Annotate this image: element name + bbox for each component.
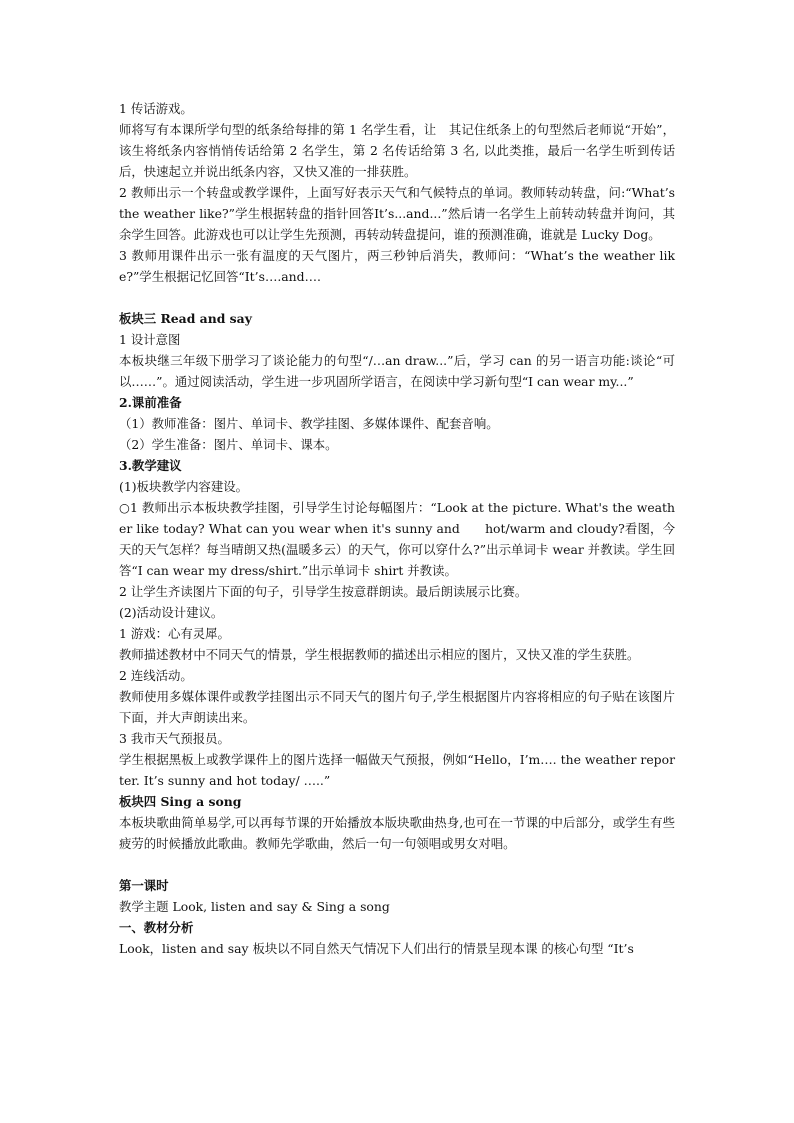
paragraph-activity-design: (2)活动设计建议。	[119, 605, 224, 620]
section-heading-read-and-say: 板块三 Read and say	[119, 311, 252, 326]
paragraph-design-intent: 本板块继三年级下册学习了谈论能力的句型“/…an draw...”后，学习 can 的另一语言功能:谈论“可以……”。通过阅读活动，学生进一步巩固所学语言，在阅读中学习新句型“I can wear my...”	[119, 353, 675, 389]
document-body	[119, 98, 675, 959]
paragraph-student-prep: （2）学生准备：图片、单词卡、课本。	[119, 437, 338, 452]
paragraph-matching-desc: 教师使用多媒体课件或教学挂图出示不同天气的图片句子,学生根据图片内容将相应的句子贴在该图片下面，并大声朗读出来。	[119, 689, 675, 725]
subheading-material-analysis: 一、教材分析	[119, 920, 194, 935]
subheading-preparation: 2.课前准备	[119, 395, 182, 410]
paragraph-read-aloud: 2 让学生齐读图片下面的句子，引导学生按意群朗读。最后朗读展示比赛。	[119, 584, 528, 599]
paragraph-telepathy-desc: 教师描述教材中不同天气的情景，学生根据教师的描述出示相应的图片，又快又准的学生获胜。	[119, 647, 640, 662]
section-heading-sing-a-song: 板块四 Sing a song	[119, 794, 242, 809]
paragraph-game-rules: 师将写有本课所学句型的纸条给每排的第 1 名学生看，让 其记住纸条上的句型然后老师说“开始”，该生将纸条内容悄悄传话给第 2 名学生，第 2 名传话给第 3 名, 以此类推，最后一名学生听到传话后，快速起立并说出纸条内容，又快又准的一排获胜。	[119, 122, 675, 179]
paragraph-weather-reporter: 3 我市天气预报员。	[119, 731, 230, 746]
blank-line	[119, 854, 675, 875]
paragraph-teacher-prep: （1）教师准备：图片、单词卡、教学挂图、多媒体课件、配套音响。	[119, 416, 499, 431]
lesson-heading: 第一课时	[119, 878, 169, 893]
lesson-topic: 教学主题 Look, listen and say & Sing a song	[119, 899, 390, 914]
paragraph-memory-game: 3 教师用课件出示一张有温度的天气图片，两三秒钟后消失，教师问：“What’s the weather like?”学生根据记忆回答“It’s….and….	[119, 248, 675, 284]
paragraph-matching: 2 连线活动。	[119, 668, 193, 683]
paragraph-material-analysis: Look，listen and say 板块以不同自然天气情况下人们出行的情景呈现本课 的核心句型 “It’s	[119, 941, 634, 956]
subheading-design-intent: 1 设计意图	[119, 332, 181, 347]
paragraph-content-building: (1)板块教学内容建设。	[119, 479, 249, 494]
paragraph-game-telepathy: 1 游戏：心有灵犀。	[119, 626, 230, 641]
paragraph-wall-chart: ○1 教师出示本板块教学挂图，引导学生讨论每幅图片：“Look at the picture. What's the weather like today? What can you wear when it's sunny and hot/warm and cloudy?看图，今天的天气怎样？每当晴朗又热(温暖多云）的天气，你可以穿什么?”出示单词卡 wear 并教读。学生回答“I can wear my dress/shirt.”出示单词卡 shirt 并教读。	[119, 500, 675, 578]
paragraph-game-title: 1 传话游戏。	[119, 101, 193, 116]
paragraph-song: 本板块歌曲简单易学,可以再每节课的开始播放本版块歌曲热身,也可在一节课的中后部分，或学生有些疲劳的时候播放此歌曲。教师先学歌曲，然后一句一句领唱或男女对唱。	[119, 815, 675, 851]
paragraph-turntable: 2 教师出示一个转盘或教学课件，上面写好表示天气和气候特点的单词。教师转动转盘，问:“What’s the weather like?”学生根据转盘的指针回答It’s...and...”然后请一名学生上前转动转盘并询问，其余学生回答。此游戏也可以让学生先预测，再转动转盘提问，谁的预测准确，谁就是 Lucky Dog。	[119, 185, 675, 242]
blank-line	[119, 287, 675, 308]
paragraph-weather-reporter-desc: 学生根据黑板上或教学课件上的图片选择一幅做天气预报，例如“Hello，I’m…. the weather reporter. It’s sunny and hot today/ …..”	[119, 752, 675, 788]
subheading-teaching-suggestions: 3.教学建议	[119, 458, 182, 473]
